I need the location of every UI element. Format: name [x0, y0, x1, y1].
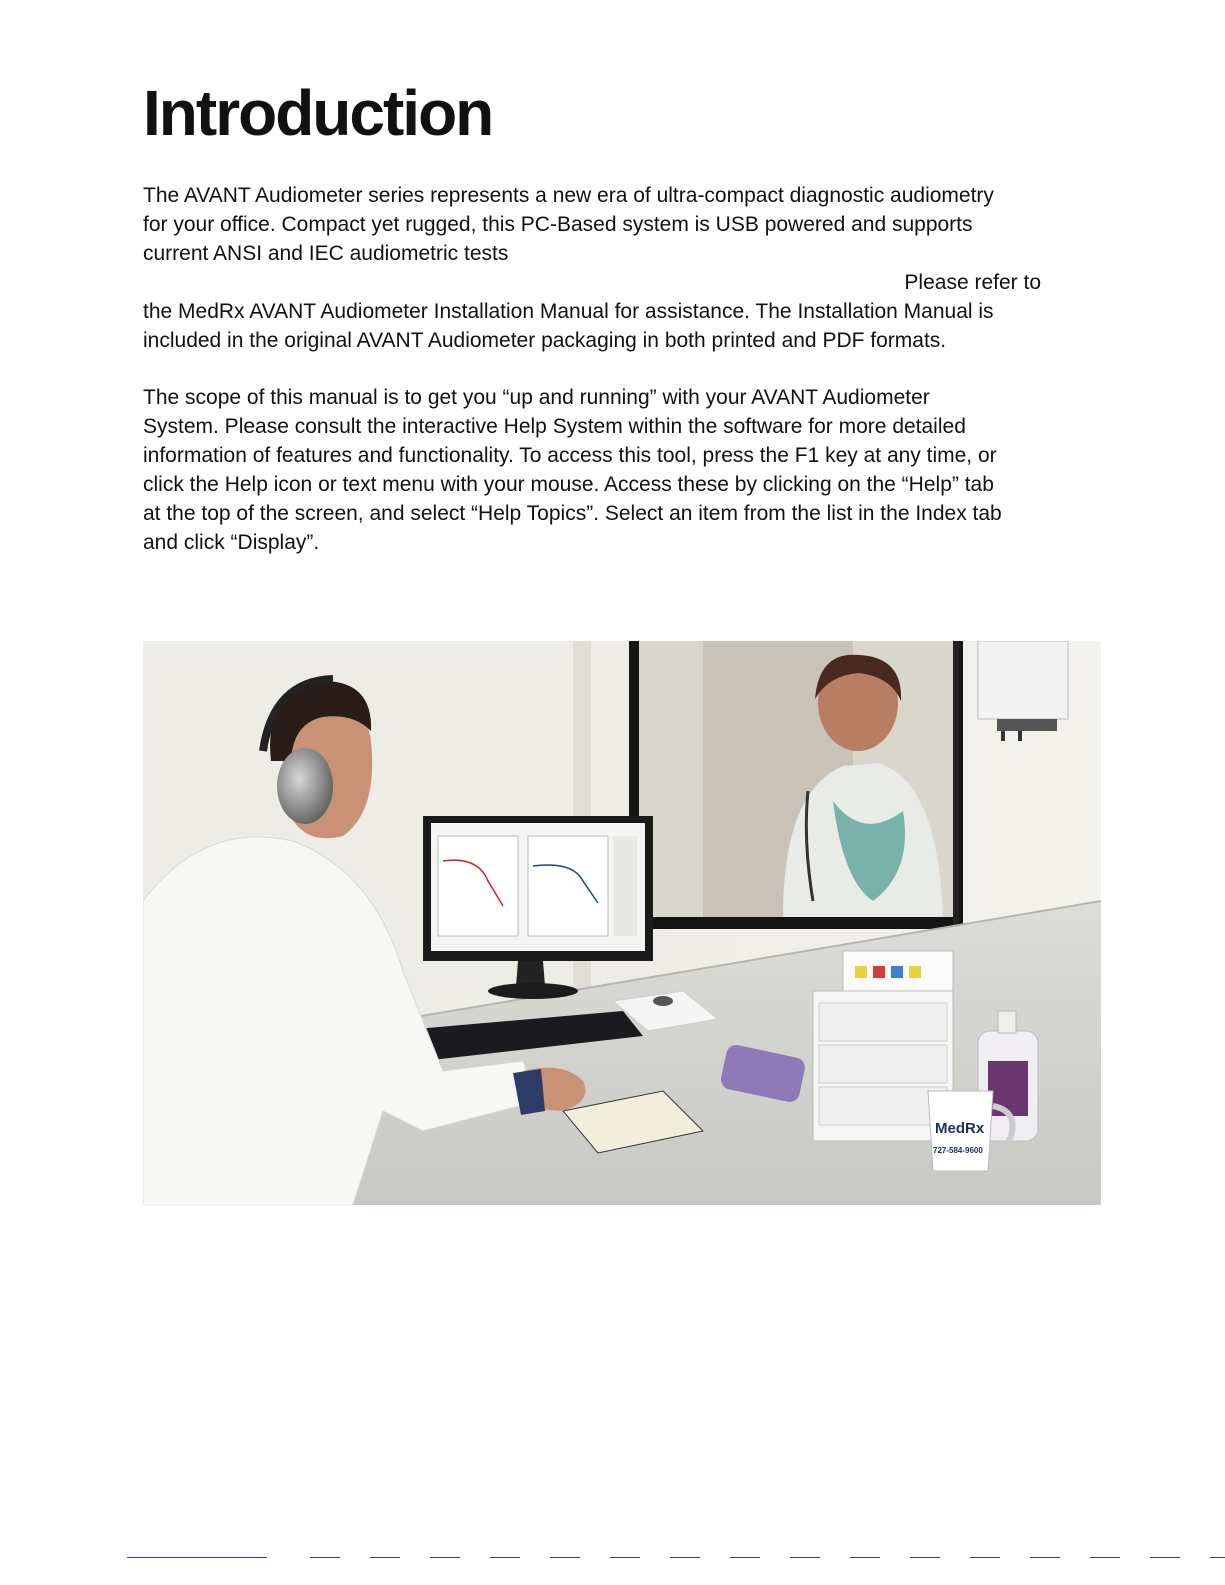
footer-dash [1090, 1557, 1120, 1558]
headphones-cup [277, 748, 333, 824]
mug-brand-text: MedRx [935, 1120, 985, 1137]
text-line: at the top of the screen, and select “Help Topics”. Select an item from the list in the Index tab [143, 502, 1002, 525]
footer-dash [1150, 1557, 1180, 1558]
text-line: The AVANT Audiometer series represents a new era of ultra-compact diagnostic audiometry [143, 184, 994, 207]
text-line: included in the original AVANT Audiometer packaging in both printed and PDF formats. [143, 329, 947, 352]
footer-dash [730, 1557, 760, 1558]
footer-dash [670, 1557, 700, 1558]
text-line: current ANSI and IEC audiometric tests [143, 242, 509, 265]
text-line: for your office. Compact yet rugged, this PC-Based system is USB powered and supports [143, 213, 973, 236]
footer-dash [610, 1557, 640, 1558]
booth-window [629, 641, 963, 929]
footer-dash [850, 1557, 880, 1558]
footer-dash [970, 1557, 1000, 1558]
audiometer-office-photo [143, 641, 1101, 1205]
text-line: System. Please consult the interactive Help System within the software for more detailed [143, 415, 966, 438]
footer-dash [910, 1557, 940, 1558]
text-line: click the Help icon or text menu with your mouse. Access these by clicking on the “Help” tab [143, 473, 994, 496]
text-line: information of features and functionality. To access this tool, press the F1 key at any time, or [143, 444, 997, 467]
footer-dash [550, 1557, 580, 1558]
footer-rule [127, 1557, 267, 1558]
mug-phone-text: 727-584-9600 [933, 1146, 983, 1155]
text-line: the MedRx AVANT Audiometer Installation Manual for assistance. The Installation Manual is [143, 300, 994, 323]
footer-dash [310, 1557, 340, 1558]
footer-dash [490, 1557, 520, 1558]
intro-paragraph [143, 181, 1063, 355]
text-line: The scope of this manual is to get you “up and running” with your AVANT Audiometer [143, 386, 930, 409]
text-line: and click “Display”. [143, 531, 320, 554]
footer-dash [370, 1557, 400, 1558]
page-title: Introduction [143, 77, 493, 149]
footer-dash [430, 1557, 460, 1558]
footer-dash [790, 1557, 820, 1558]
footer-dash [1030, 1557, 1060, 1558]
footer-dash [1210, 1557, 1225, 1558]
scope-paragraph [143, 383, 1063, 557]
text-line: Please refer to [904, 271, 1041, 294]
